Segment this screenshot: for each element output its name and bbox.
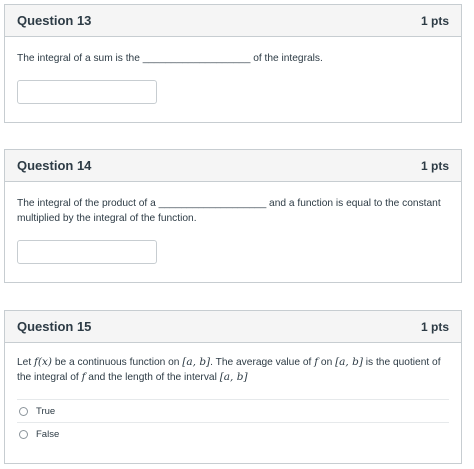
question-15-text [17, 355, 449, 385]
question-14-points: 1 pts [420, 158, 449, 173]
question-13-points: 1 pts [420, 13, 449, 28]
q15-text-part: is the quotient of the integral of [17, 357, 441, 383]
question-13-text: The integral of a sum is the ___________________ of the integrals. [17, 53, 323, 64]
answer-option-true[interactable] [17, 399, 449, 422]
question-14-text: The integral of the product of a ___________________ and a function is equal to the constant multiplied by the integral of the function. [17, 198, 441, 224]
answer-option-false[interactable] [17, 422, 449, 445]
q15-text-part: and the length of the interval [85, 372, 220, 383]
question-15-answers [17, 399, 449, 445]
q15-math-interval: [a, b] [335, 356, 363, 368]
question-15-points: 1 pts [420, 319, 449, 334]
question-13-header [5, 5, 461, 37]
q15-text-part: on [318, 357, 336, 368]
question-15-card [4, 310, 462, 464]
question-13-body [5, 37, 461, 104]
question-15-header [5, 311, 461, 343]
radio-button-icon[interactable] [19, 407, 28, 416]
answer-option-label: False [36, 428, 60, 440]
question-13-answer-input[interactable] [17, 80, 157, 104]
radio-button-icon[interactable] [19, 430, 28, 439]
question-14-answer-input[interactable] [17, 240, 157, 264]
question-15-title: Question 15 [17, 319, 92, 334]
q15-math-interval: [a, b] [182, 356, 211, 368]
q15-math-f: f [81, 371, 86, 383]
question-14-body [5, 182, 461, 264]
q15-math-f: f [314, 356, 319, 368]
question-15-body [5, 343, 461, 445]
q15-text-part: . The average value of [210, 357, 315, 368]
question-14-title: Question 14 [17, 158, 92, 173]
q15-math-fx: f(x) [34, 356, 53, 368]
question-13-card [4, 4, 462, 123]
q15-text-part: be a continuous function on [52, 357, 183, 368]
question-13-title: Question 13 [17, 13, 92, 28]
question-14-card [4, 149, 462, 283]
q15-math-interval: [a, b] [219, 371, 248, 383]
question-14-header [5, 150, 461, 182]
q15-text-part: Let [17, 357, 34, 368]
answer-option-label: True [36, 405, 56, 417]
